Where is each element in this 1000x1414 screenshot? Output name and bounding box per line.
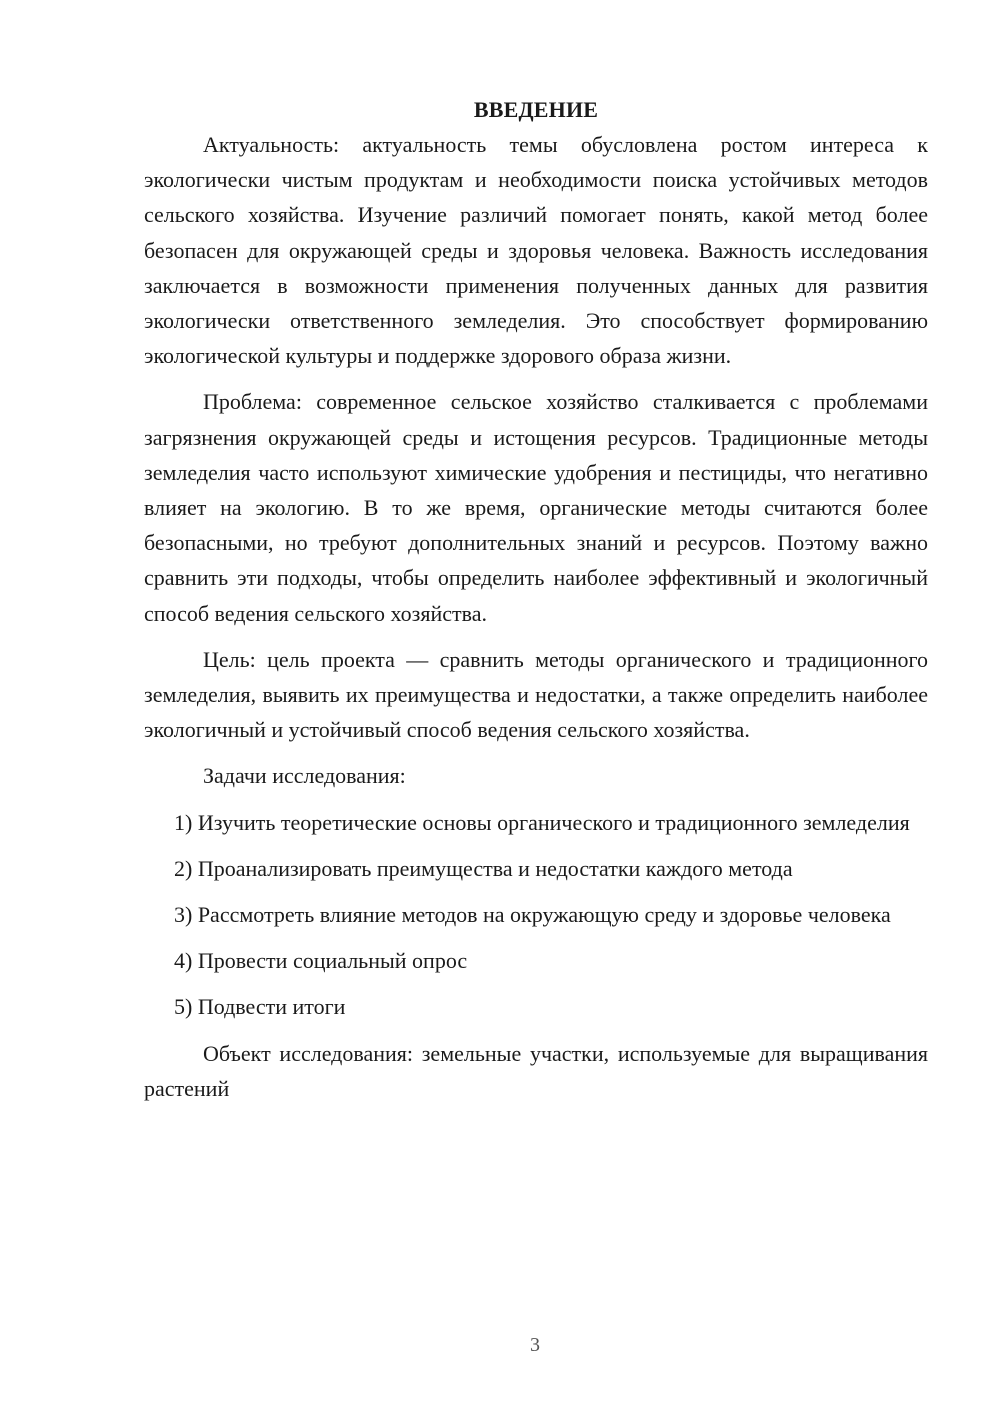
page-number: 3 [530, 1334, 540, 1356]
problem-paragraph: Проблема: современное сельское хозяйство сталкивается с проблемами загрязнения окружающей среды и истощения ресурсов. Традиционные методы земледелия часто используют химические удобрения и пестициды, что негативно влияет на экологию. В то же время, органические методы считаются более безопасными, но требуют дополнительных знаний и ресурсов. Поэтому важно сравнить эти подходы, чтобы определить наиболее эффективный и экологичный способ ведения сельского хозяйства. [144, 389, 928, 626]
goal-paragraph: Цель: цель проекта — сравнить методы органического и традиционного земледелия, выявить их преимущества и недостатки, а также определить наиболее экологичный и устойчивый способ ведения сельского хозяйства. [144, 646, 928, 743]
task-item: 3) Рассмотреть влияние методов на окружающую среду и здоровье человека [174, 902, 891, 928]
tasks-heading: Задачи исследования: [203, 763, 406, 789]
object-paragraph: Объект исследования: земельные участки, используемые для выращивания растений [144, 1040, 928, 1101]
task-item: 2) Проанализировать преимущества и недостатки каждого метода [174, 855, 793, 881]
relevance-paragraph: Актуальность: актуальность темы обусловлена ростом интереса к экологически чистым продуктам и необходимости поиска устойчивых методов сельского хозяйства. Изучение различий помогает понять, какой метод более безопасен для окружающей среды и здоровья человека. Важность исследования заключается в возможности применения полученных данных для развития экологически ответственного земледелия. Это способствует формированию экологической культуры и поддержке здорового образа жизни. [144, 132, 928, 369]
page-content [144, 92, 928, 1117]
task-item: 1) Изучить теоретические основы органического и традиционного земледелия [174, 809, 910, 835]
section-title: ВВЕДЕНИЕ [473, 97, 599, 122]
task-item: 5) Подвести итоги [174, 994, 346, 1020]
task-item: 4) Провести социальный опрос [174, 948, 468, 974]
